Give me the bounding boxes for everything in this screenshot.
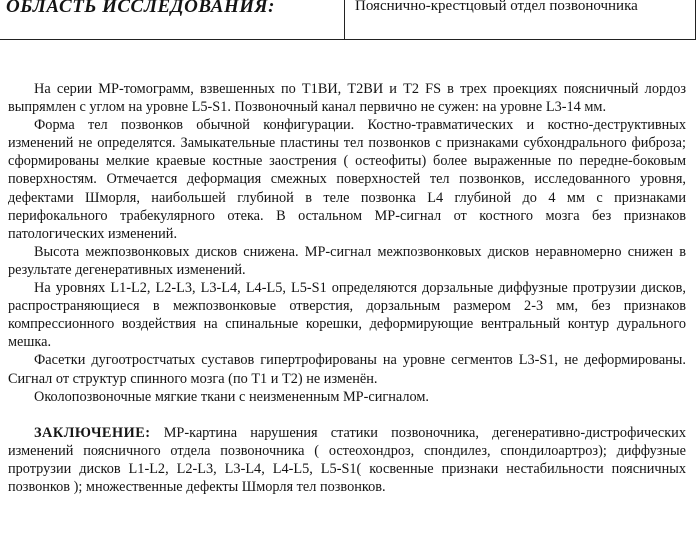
- section-value: Пояснично-крестцовый отдел позвоночника: [355, 0, 638, 14]
- findings-paragraph-discs: Высота межпозвонковых дисков снижена. МР-сигнал межпозвонковых дисков неравномерно снижен в результате дегенеративных изменений.: [8, 243, 686, 278]
- findings-paragraph-vertebrae: Форма тел позвонков обычной конфигурации. Костно-травматических и костно-деструктивных изменений не определятся. Замыкательные пластины тел позвонков с признаками субхондрального фиброза; сформированы мелкие краевые костные заострения ( остеофиты) более выраженные по передне-боковым поверхностям. Отмечается деформация смежных поверхностей тел позвонков, исследованного уровня, дефектами Шморля, наибольшей глубиной в теле позвонка L4 глубиной до 4 мм с признаками перифокального трабекулярного отека. В остальном МР-сигнал от костного мозга без признаков патологических изменений.: [8, 117, 686, 242]
- findings-paragraph-technique: На серии МР-томограмм, взвешенных по Т1ВИ, Т2ВИ и Т2 FS в трех проекциях поясничный лордоз выпрямлен с углом на уровне L5-S1. Позвоночный канал первично не сужен: на уровне L3-14 мм.: [8, 81, 686, 116]
- findings-paragraph-facets: Фасетки дугоотростчатых суставов гипертрофированы на уровне сегментов L3-S1, не деформированы. Сигнал от структур спинного мозга (по Т1 и Т2) не изменён.: [8, 352, 686, 387]
- section-label: ОБЛАСТЬ ИССЛЕДОВАНИЯ:: [6, 0, 275, 17]
- report-body: [8, 80, 686, 496]
- conclusion-text: МР-картина нарушения статики позвоночника, дегенеративно-дистрофических изменений поясничного отдела позвоночника ( остеохондроз, спондилез, спондилоартроз); диффузные протрузии дисков L1-L2, L2-L3, L3-L4, L4-L5, L5-S1( косвенные признаки нестабильности поясничных позвонков ); множественные дефекты Шморля тел позвонков.: [8, 424, 686, 495]
- conclusion: [8, 424, 686, 496]
- header-underline: [0, 39, 346, 40]
- section-value-box: [344, 0, 696, 40]
- findings-paragraph-protrusions: На уровнях L1-L2, L2-L3, L3-L4, L4-L5, L5-S1 определяются дорзальные диффузные протрузии дисков, распространяющиеся в межпозвонковые отверстия, дорзальным размером 2-3 мм, без признаков компрессионного воздействия на спинальные корешки, деформирующие вентральный контур дурального мешка.: [8, 280, 686, 351]
- report-header: [0, 0, 700, 44]
- findings-paragraph-soft-tissue: Околопозвоночные мягкие ткани с неизмененным МР-сигналом.: [34, 388, 430, 405]
- conclusion-title: ЗАКЛЮЧЕНИЕ:: [34, 424, 151, 441]
